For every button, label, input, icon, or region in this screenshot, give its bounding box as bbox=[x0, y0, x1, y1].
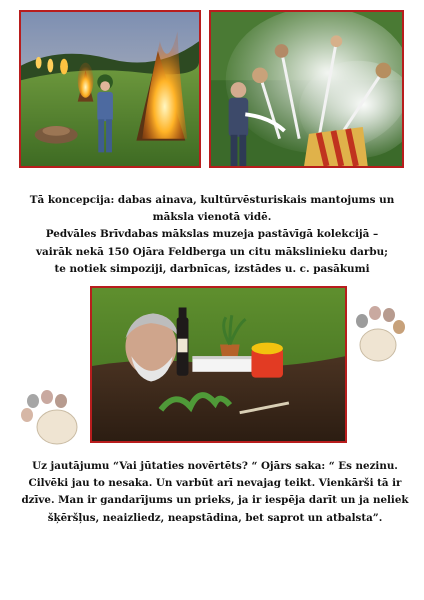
intro-line: vairāk nekā 150 Ojāra Feldberga un citu mākslinieku darbu; bbox=[36, 245, 388, 258]
stone-paw-icon bbox=[348, 303, 410, 365]
smoke-sculpture-photo-image bbox=[211, 12, 402, 166]
quote-line: šķēršļus, neaizliedz, neapstādina, bet saprot un atbalsta”. bbox=[47, 511, 383, 524]
intro-line: te notiek simpoziji, darbnīcas, izstādes u. c. pasākumi bbox=[54, 262, 370, 275]
bonfire-photo-image bbox=[21, 12, 199, 166]
quote-line: Uz jautājumu “Vai jūtaties novērtēts? “ Ojārs saka: “ Es nezinu. bbox=[32, 460, 398, 472]
quote-line: Cilvēki jau to nesaka. Un varbūt arī nevajag teikt. Vienkārši tā ir bbox=[28, 477, 402, 490]
intro-line: Pedvāles Brīvdabas mākslas muzeja pastāvīgā kolekcijā – bbox=[45, 228, 379, 241]
quote-text bbox=[20, 458, 410, 527]
intro-line: Tā koncepcija: dabas ainava, kultūrvēsturiskais mantojums un bbox=[29, 194, 395, 206]
intro-line: māksla vienotā vidē. bbox=[152, 211, 272, 224]
intro-text bbox=[20, 192, 404, 278]
bonfire-photo bbox=[19, 10, 201, 168]
artist-in-ground-photo bbox=[90, 286, 347, 443]
stone-paw-icon bbox=[17, 389, 81, 447]
artist-in-ground-photo-image bbox=[92, 288, 345, 441]
smoke-sculpture-photo bbox=[209, 10, 404, 168]
quote-line: dzīve. Man ir gandarījums un prieks, ja ir iespēja darīt un ja neliek bbox=[21, 494, 409, 507]
